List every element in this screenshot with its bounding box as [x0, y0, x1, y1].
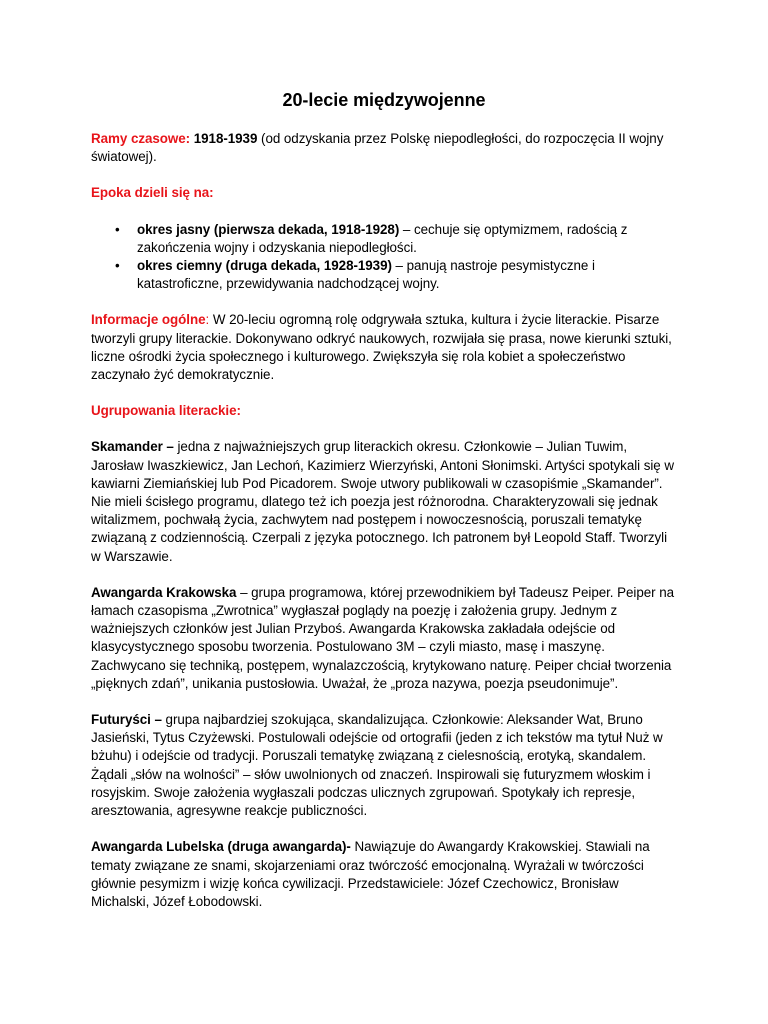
time-frame-text: (od odzyskania przez Polskę niepodległości, do rozpoczęcia II wojny światowej).: [91, 131, 664, 165]
list-item: [115, 221, 677, 257]
group-text: grupa najbardziej szokująca, skandalizująca. Członkowie: Aleksander Wat, Bruno Jasieński, Tytus Czyżewski. Postulowali odejście od ortografii (jeden z ich tekstów ma tytuł Nuż w bżuhu) i odejście od tradycji. Poruszali tematykę związaną z cielesnością, erotyką, skandalem. Żądali „słów na wolności” – słów uwolnionych od znaczeń. Inspirowali się futuryzmem włoskim i rosyjskim. Swoje założenia wygłaszali podczas ulicznych zgrupowań. Spotykały ich represje, aresztowania, agresywne reakcje publiczności.: [91, 712, 663, 819]
period-text: – panują nastroje pesymistyczne i katastroficzne, przewidywania nadchodzącej wojny.: [137, 258, 595, 292]
group-paragraph-awangarda-krakowska: [91, 584, 677, 693]
group-paragraph-awangarda-lubelska: [91, 838, 677, 911]
group-name: Awangarda Krakowska: [91, 584, 237, 600]
general-info-label: Informacje ogólne: [91, 312, 206, 328]
document-page: [91, 88, 677, 929]
group-text: – grupa programowa, której przewodnikiem był Tadeusz Peiper. Peiper na łamach czasopisma „Zwrotnica” wygłaszał poglądy na poezję i założenia grupy. Jednym z ważniejszych członków jest Julian Przyboś. Awangarda Krakowska zakładała odejście od klasycystycznego sposobu tworzenia. Postulowano 3M – czyli miasto, masę i maszynę. Zachwycano się techniką, postępem, wynalazczością, krytykowano naturę. Peiper chciał tworzenia „pięknych zdań”, unikania pustosłowia. Uważał, że „proza nazywa, poezja pseudonimuje”.: [91, 584, 675, 691]
time-frame-years: 1918-1939: [193, 131, 258, 146]
period-text: – cechuje się optymizmem, radością z zakończenia wojny i odzyskania niepodległości.: [137, 221, 628, 255]
group-paragraph-skamander: [91, 438, 677, 565]
periods-list: [91, 221, 677, 294]
group-text: jedna z najważniejszych grup literackich okresu. Członkowie – Julian Tuwim, Jarosław Iwaszkiewicz, Jan Lechoń, Kazimierz Wierzyński, Antoni Słonimski. Artyści spotykali się w kawiarni Ziemiańskiej lub Pod Picadorem. Swoje utwory publikowali w czasopiśmie „Skamander”. Nie mieli ścisłego programu, dlatego też ich poezja jest różnorodna. Charakteryzowali się jednak witalizmem, pochwałą życia, zachwytem nad postępem i nowoczesnością, poruszali tematykę związaną z codziennością. Czerpali z języka potocznego. Ich patronem był Leopold Staff. Tworzyli w Warszawie.: [91, 439, 674, 564]
group-name: Skamander –: [91, 439, 174, 455]
document-title: 20-lecie międzywojenne: [282, 90, 486, 110]
time-frame-paragraph: [91, 130, 677, 166]
general-info-paragraph: [91, 311, 677, 384]
group-name: Awangarda Lubelska (druga awangarda)-: [91, 839, 351, 855]
period-title: okres ciemny (druga dekada, 1928-1939): [137, 258, 392, 274]
group-name: Futuryści –: [91, 712, 162, 728]
general-info-colon: :: [205, 312, 210, 328]
bullet-icon: •: [115, 258, 120, 274]
period-title: okres jasny (pierwsza dekada, 1918-1928): [137, 221, 400, 237]
groups-heading: Ugrupowania literackie:: [91, 403, 241, 419]
epoch-heading: Epoka dzieli się na:: [91, 185, 214, 201]
time-frame-label: Ramy czasowe:: [91, 131, 191, 146]
list-item: [115, 257, 677, 293]
bullet-icon: •: [115, 221, 120, 237]
group-text: Nawiązuje do Awangardy Krakowskiej. Stawiali na tematy związane ze snami, skojarzeniami oraz twórczość emocjonalną. Wyrażali w twórczości głównie pesymizm i wizję końca cywilizacji. Przedstawiciele: Józef Czechowicz, Bronisław Michalski, Józef Łobodowski.: [91, 839, 650, 909]
general-info-text: W 20-leciu ogromną rolę odgrywała sztuka, kultura i życie literackie. Pisarze tworzyli grupy literackie. Dokonywano odkryć naukowych, rozwijała się prasa, nowe kierunki sztuki, liczne ośrodki życia społecznego i kulturowego. Zwiększyła się rola kobiet a społeczeństwo zaczynało żyć demokratycznie.: [91, 312, 672, 383]
group-paragraph-futurysci: [91, 711, 677, 820]
